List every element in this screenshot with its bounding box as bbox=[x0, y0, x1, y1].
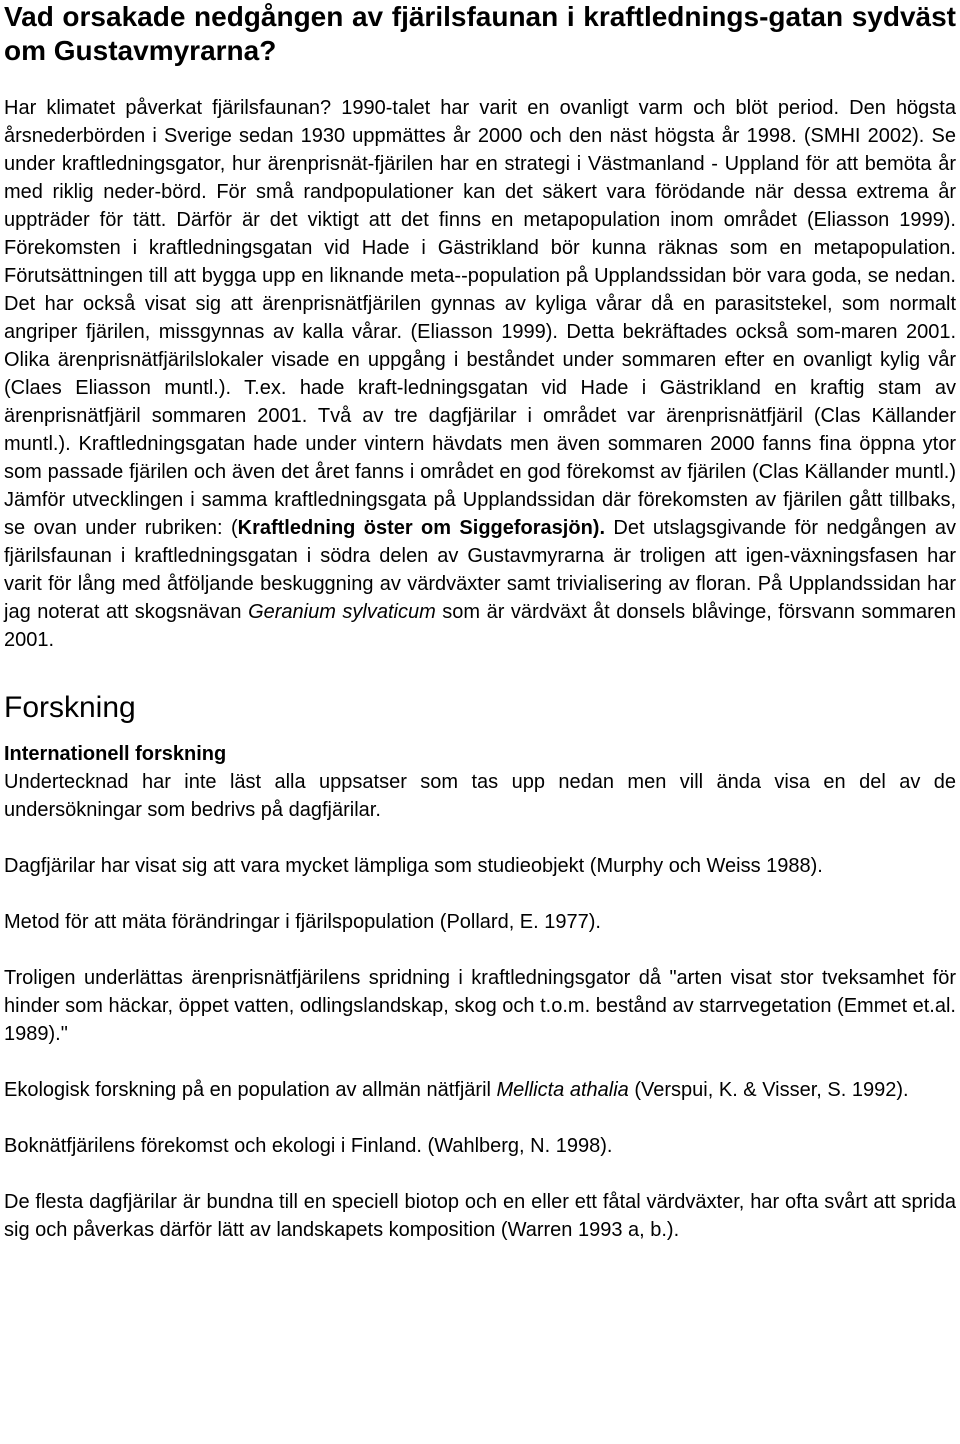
paragraph-text: Har klimatet påverkat fjärilsfaunan? 1990-talet har varit en ovanligt varm och blöt period. Den högsta årsnederbörden i Sverige sedan 1930 uppmättes år 2000 och den näst högsta år 1998. (SMHI 2002). Se under kraftledningsgator, hur ärenprisnät-fjärilen har en strategi i Västmanland - Uppland för att bemöta år med riklig neder-börd. För små randpopulationer kan det säkert vara förödande när dessa extrema år uppträder för tätt. Därför är det viktigt att det finns en metapopulation inom området (Eliasson 1999). Förekomsten i kraftledningsgatan vid Hade i Gästrikland bör kunna räknas som en metapopulation. Förutsättningen till att bygga upp en liknande meta--population på Upplandssidan bör vara goda, se nedan. Det har också visat sig att ärenprisnätfjärilen gynnas av kyliga vårar då en parasitstekel, som normalt angriper fjärilen, missgynnas av kalla vårar. (Eliasson 1999). Detta bekräftades också som-maren 2001. Olika ärenprisnätfjärilslokaler visade en uppgång i beståndet under sommaren efter en ovanligt kylig vår (Claes Eliasson muntl.). T.ex. hade kraft-ledningsgatan vid Hade i Gästrikland en kraftig stam av ärenprisnätfjäril sommaren 2001. Två av tre dagfjärilar i området var ärenprisnätfjäril (Clas Källander muntl.). Kraftledningsgatan hade under vintern hävdats men även sommaren 2000 fanns fina öppna ytor som passade fjärilen och även det året fanns i området en god förekomst av fjärilen (Clas Källander muntl.) Jämför utvecklingen i samma kraftledningsgata på Upplandssidan där förekomsten av fjärilen gått tillbaks, se ovan under rubriken: ( bbox=[4, 97, 956, 539]
section-heading: Forskning bbox=[4, 691, 136, 724]
body-paragraph-ekologisk bbox=[4, 1076, 956, 1104]
body-paragraph-wahlberg: Boknätfjärilens förekomst och ekologi i Finland. (Wahlberg, N. 1998). bbox=[4, 1135, 613, 1157]
body-paragraph-warren: De flesta dagfjärilar är bundna till en speciell biotop och en eller ett fåtal värdväxter, har ofta svårt att sprida sig och påverkas därför lätt av landskapets komposition (Warren 1993 a, b.). bbox=[4, 1191, 956, 1241]
bold-reference: Kraftledning öster om Siggeforasjön). bbox=[237, 517, 605, 539]
paragraph-text: Ekologisk forskning på en population av allmän nätfjäril bbox=[4, 1079, 497, 1101]
subsection-heading: Internationell forskning bbox=[4, 743, 227, 765]
body-paragraph-emmet: Troligen underlättas ärenprisnätfjärilens spridning i kraftledningsgator då "arten visat stor tveksamhet för hinder som häckar, öppet vatten, odlingslandskap, skog och t.o.m. bestånd av starrvegetation (Emmet et.al. 1989)." bbox=[4, 967, 956, 1045]
paragraph-text: Det utslagsgivande för nedgången av fjärilsfaunan i kraftledningsgatan i södra delen av Gustavmyrarna är troligen att igen-växningsfasen har varit för lång med åtföljande beskuggning av värdväxter samt trivialisering av floran. På Upplandssidan har jag noterat att skogsnävan bbox=[4, 517, 956, 623]
species-name: Mellicta athalia bbox=[496, 1079, 629, 1101]
body-paragraph-climate bbox=[4, 94, 956, 654]
paragraph-text: (Verspui, K. & Visser, S. 1992). bbox=[628, 1079, 909, 1101]
paragraph-text: som är värdväxt åt donsels blåvinge, försvann sommaren 2001. bbox=[4, 601, 957, 651]
body-paragraph-pollard: Metod för att mäta förändringar i fjärilspopulation (Pollard, E. 1977). bbox=[4, 911, 601, 933]
document-title: Vad orsakade nedgången av fjärilsfaunan i kraftlednings-gatan sydväst om Gustavmyrarna? bbox=[4, 1, 956, 66]
body-paragraph-intro: Undertecknad har inte läst alla uppsatser som tas upp nedan men vill ända visa en del av de undersökningar som bedrivs på dagfjärilar. bbox=[4, 771, 956, 821]
species-name: Geranium sylvaticum bbox=[248, 601, 436, 623]
body-paragraph-murphy: Dagfjärilar har visat sig att vara mycket lämpliga som studieobjekt (Murphy och Weiss 1988). bbox=[4, 855, 823, 877]
